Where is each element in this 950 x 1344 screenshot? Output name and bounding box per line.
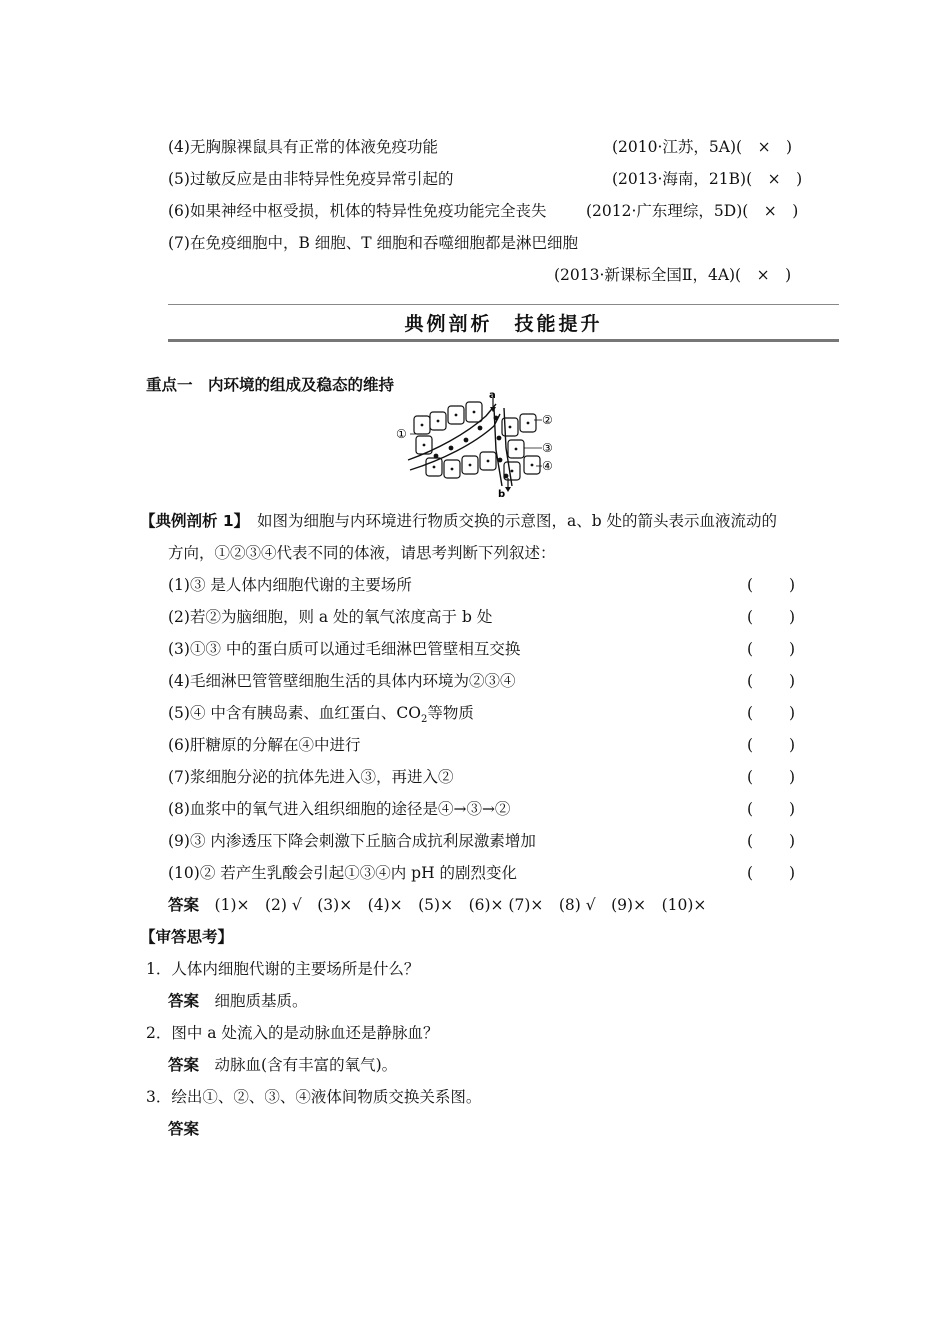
review-answer-3-label: 答案: [168, 1120, 200, 1138]
answer-blank: ( ): [747, 800, 795, 818]
answer-blank: ( ): [747, 640, 795, 658]
example-item: (8)血浆中的氧气进入组织细胞的途径是④→③→②: [168, 800, 511, 818]
answer-text: (1)× (2) √ (3)× (4)× (5)× (6)× (7)× (8) √ (9)× (10)×: [214, 896, 707, 914]
label-3: ③: [542, 441, 553, 455]
example-item: (9)③ 内渗透压下降会刺激下丘脑合成抗利尿激素增加: [168, 832, 536, 850]
example-answer: [168, 895, 706, 915]
cell-exchange-diagram: [396, 390, 560, 498]
label-4: ④: [542, 459, 553, 473]
answer-blank: ( ): [747, 704, 795, 722]
review-question-2: 2．图中 a 处流入的是动脉血还是静脉血？: [146, 1024, 439, 1042]
label-1: ①: [396, 427, 407, 441]
item-7-source: (2013·新课标全国Ⅱ，4A)( × ): [554, 266, 792, 284]
answer-blank: ( ): [747, 608, 795, 626]
label-b: b: [498, 489, 506, 498]
example-item: (1)③ 是人体内细胞代谢的主要场所: [168, 576, 412, 594]
example-item: (7)浆细胞分泌的抗体先进入③，再进入②: [168, 768, 454, 786]
answer-blank: ( ): [747, 768, 795, 786]
example-item: (5)④ 中含有胰岛素、血红蛋白、$CO_2$等物质: [168, 704, 474, 726]
item-5-text: (5)过敏反应是由非特异性免疫异常引起的: [168, 170, 454, 188]
example-item: (2)若②为脑细胞，则 a 处的氧气浓度高于 b 处: [168, 608, 493, 626]
label-2: ②: [542, 413, 553, 427]
answer-blank: ( ): [747, 672, 795, 690]
review-heading: 【审答思考】: [140, 928, 234, 946]
banner-top-rule: [168, 304, 839, 305]
item-5-source: (2013·海南，21B)( × ): [612, 170, 803, 188]
review-answer-2: 答案 动脉血(含有丰富的氧气)。: [168, 1056, 398, 1074]
review-question-1: 1．人体内细胞代谢的主要场所是什么？: [146, 960, 420, 978]
example-tag: 【典例剖析 1】: [140, 512, 242, 530]
banner-bottom-rule: [168, 339, 839, 342]
answer-blank: ( ): [747, 736, 795, 754]
answer-label: 答案: [168, 896, 200, 914]
review-question-3: 3．绘出①、②、③、④液体间物质交换关系图。: [146, 1088, 482, 1106]
example-item: (3)①③ 中的蛋白质可以通过毛细淋巴管壁相互交换: [168, 640, 521, 658]
item-4-text: (4)无胸腺裸鼠具有正常的体液免疫功能: [168, 138, 438, 156]
example-item: (4)毛细淋巴管管壁细胞生活的具体内环境为②③④: [168, 672, 516, 690]
example-item: (6)肝糖原的分解在④中进行: [168, 736, 361, 754]
section-title: 重点一 内环境的组成及稳态的维持: [146, 376, 395, 394]
answer-blank: ( ): [747, 576, 795, 594]
review-answer-1: 答案 细胞质基质。: [168, 992, 308, 1010]
item-6-text: (6)如果神经中枢受损，机体的特异性免疫功能完全丧失: [168, 202, 547, 220]
section-banner: 典例剖析 技能提升: [404, 313, 603, 335]
example-intro-line1: [140, 511, 777, 531]
label-a: a: [489, 390, 496, 401]
item-4-source: (2010·江苏，5A)( × ): [612, 138, 793, 156]
example-intro-text: 如图为细胞与内环境进行物质交换的示意图，a、b 处的箭头表示血液流动的: [256, 512, 778, 530]
item-7-text: (7)在免疫细胞中，B 细胞、T 细胞和吞噬细胞都是淋巴细胞: [168, 234, 579, 252]
example-item: (10)② 若产生乳酸会引起①③④内 pH 的剧烈变化: [168, 864, 518, 882]
answer-blank: ( ): [747, 832, 795, 850]
item-6-source: (2012·广东理综，5D)( × ): [586, 202, 799, 220]
example-intro-line2: 方向，①②③④代表不同的体液，请思考判断下列叙述：: [168, 544, 556, 562]
answer-blank: ( ): [747, 864, 795, 882]
